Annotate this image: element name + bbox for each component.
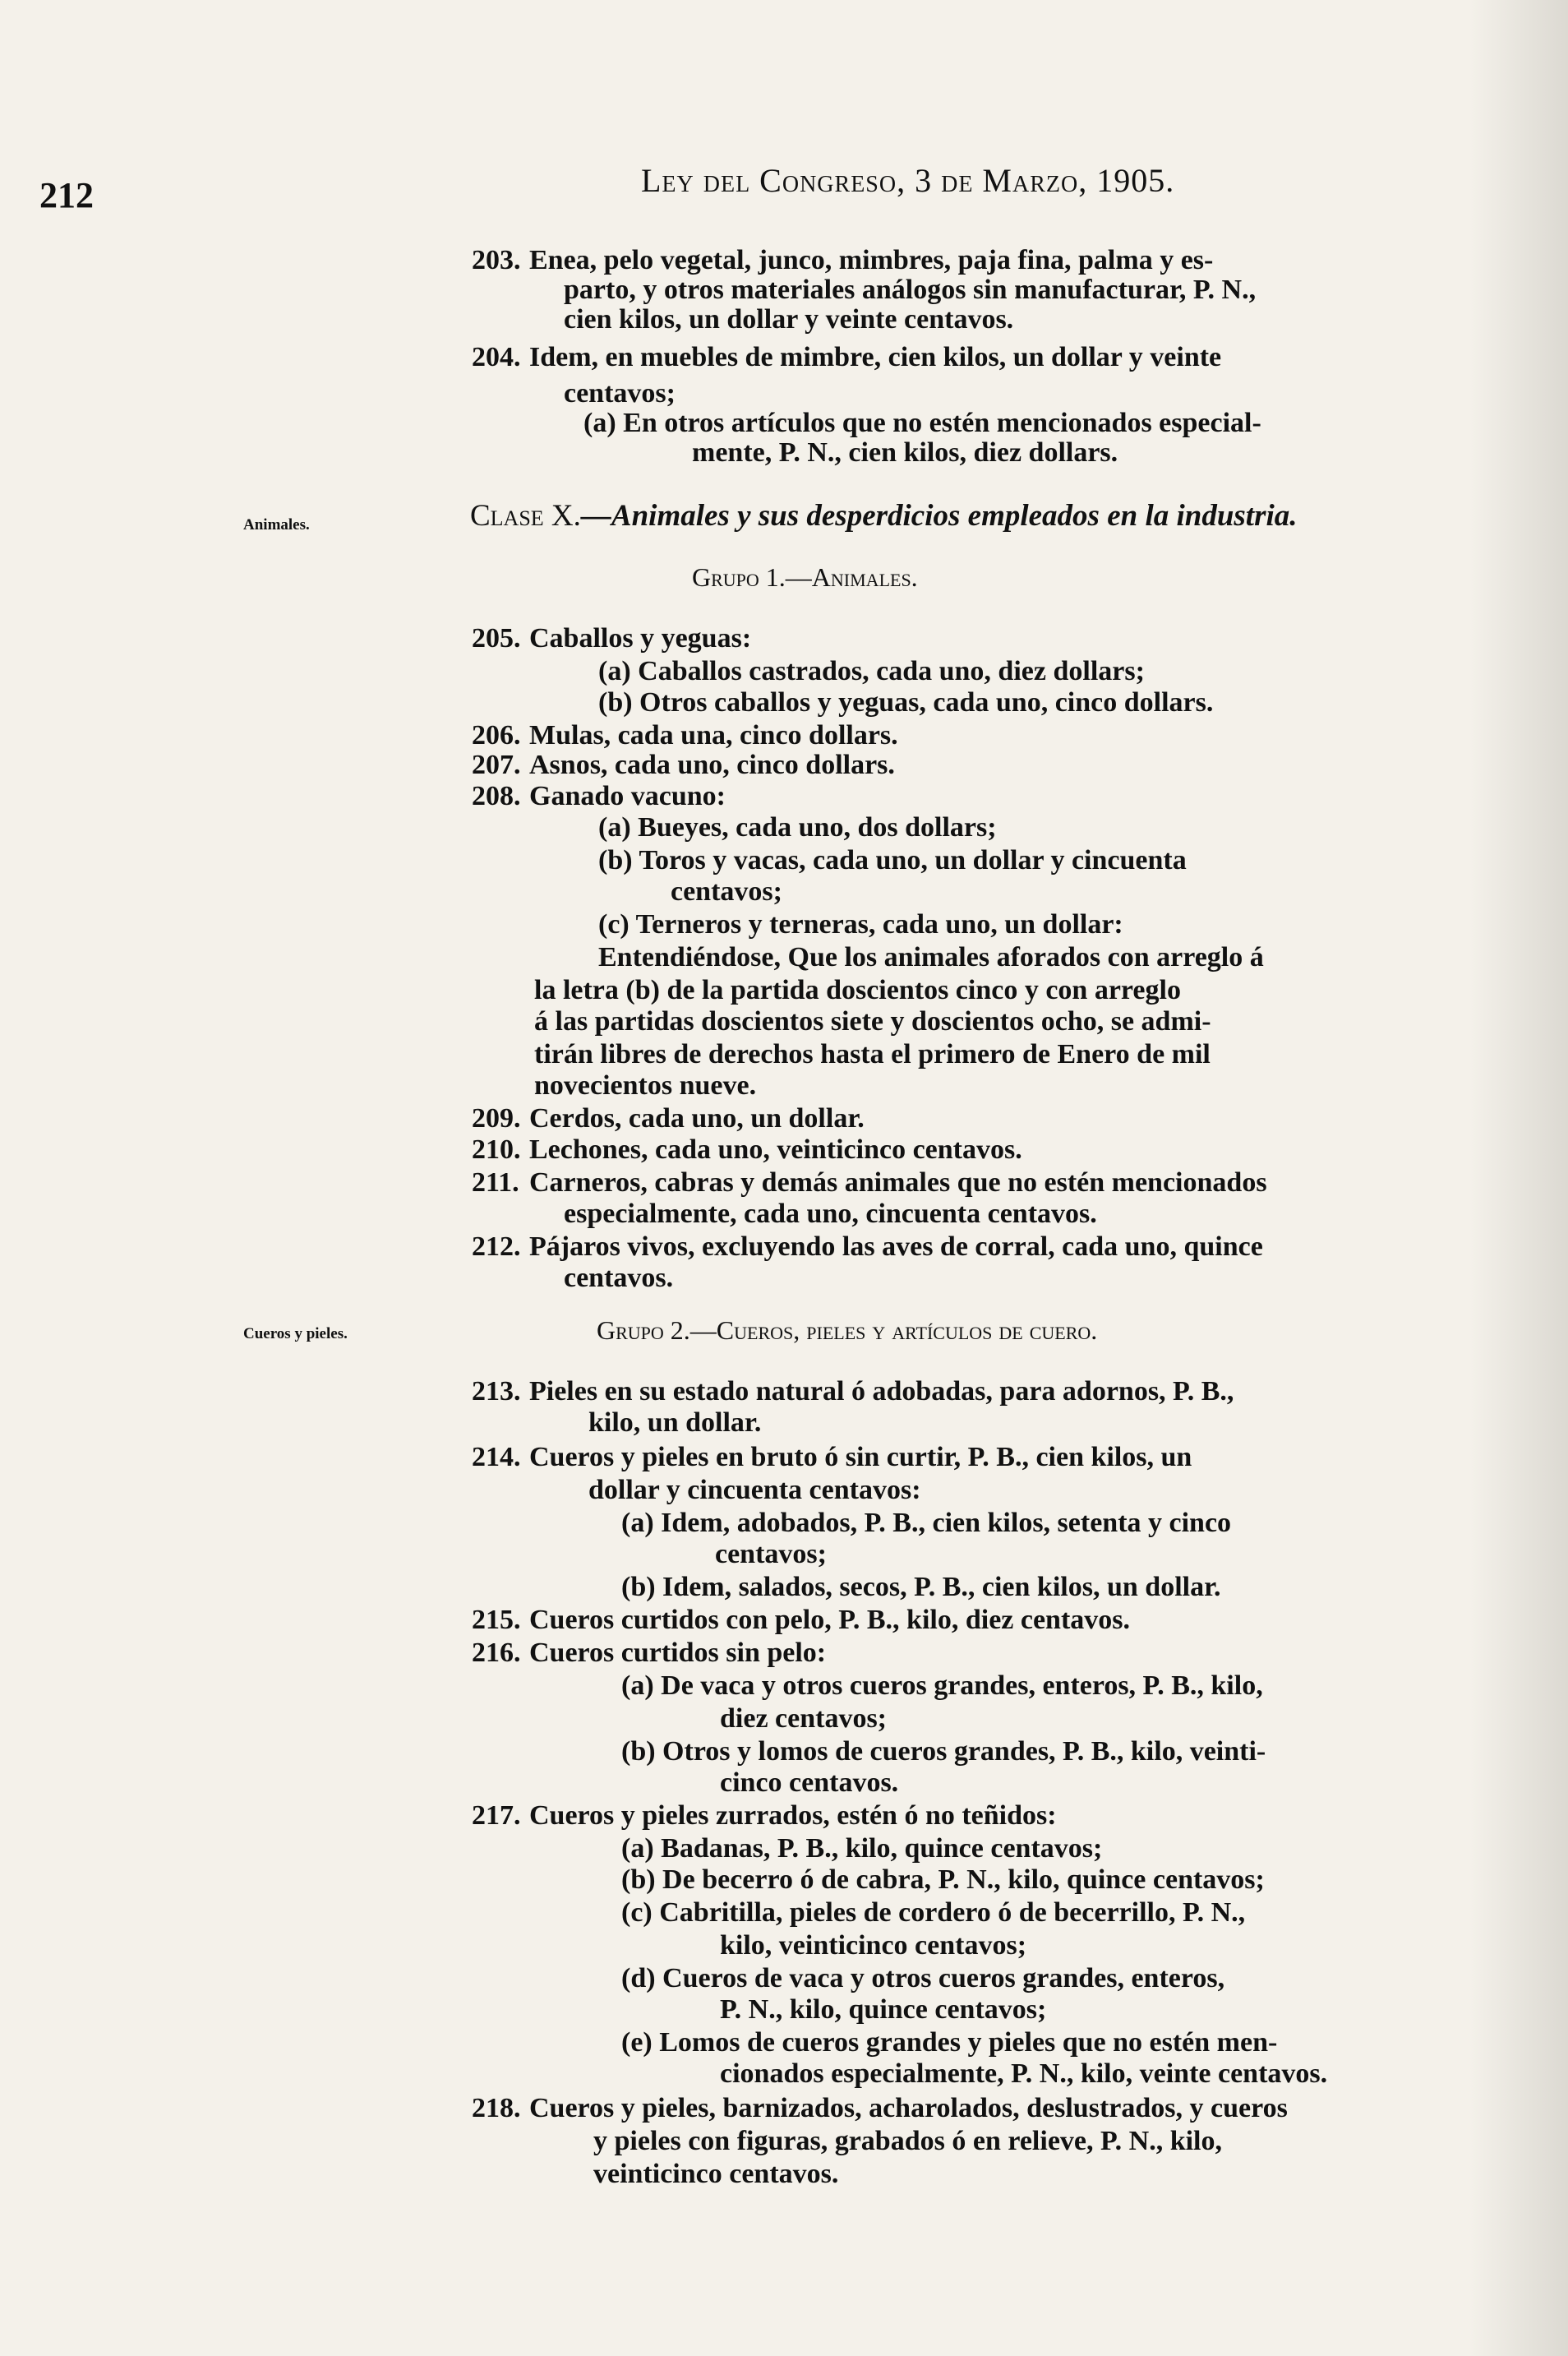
line-text: Cueros curtidos con pelo, P. B., kilo, diez centavos. <box>529 1605 1131 1635</box>
text-line <box>593 2127 1432 2155</box>
text-line <box>593 2160 906 2188</box>
line-text: P. N., kilo, quince centavos; <box>720 1994 1047 2025</box>
line-text: Lechones, cada uno, veinticinco centavos. <box>529 1134 1022 1165</box>
text-line <box>564 306 1040 334</box>
text-line <box>715 1541 879 1568</box>
text-line <box>720 2060 1427 2088</box>
line-text: cinco centavos. <box>720 1767 899 1798</box>
item-number: 216. <box>472 1638 521 1668</box>
text-line <box>621 1965 1427 1993</box>
text-line <box>621 2029 1427 2057</box>
line-text: (a) Bueyes, cada uno, dos dollars; <box>598 812 997 843</box>
text-line <box>564 1200 1205 1228</box>
text-line <box>598 944 1420 972</box>
line-text: centavos; <box>715 1539 827 1569</box>
grupo1-label: Grupo 1. <box>692 562 786 592</box>
line-text: (a) Idem, adobados, P. B., cien kilos, setenta y cinco <box>621 1508 1232 1538</box>
line-text: (a) De vaca y otros cueros grandes, enteros, P. B., kilo, <box>621 1670 1263 1701</box>
line-text: Cueros curtidos sin pelo: <box>529 1638 827 1668</box>
line-text: Ganado vacuno: <box>529 781 726 811</box>
text-line <box>621 1672 1410 1700</box>
line-text: Caballos y yeguas: <box>529 623 752 654</box>
text-line <box>720 1996 1114 2024</box>
text-line <box>621 1509 1410 1537</box>
text-line <box>564 380 712 408</box>
text-line <box>588 1409 884 1437</box>
grupo1-heading <box>692 562 918 593</box>
text-line <box>472 344 1409 372</box>
line-text: cien kilos, un dollar y veinte centavos. <box>564 304 1014 335</box>
grupo2-label: Grupo 2. <box>597 1315 690 1345</box>
line-text: (e) Lomos de cueros grandes y pieles que no estén men- <box>621 2027 1278 2058</box>
line-text: centavos. <box>564 1263 674 1293</box>
clase-title: —Animales y sus desperdicios empleados en la industria. <box>580 499 1298 533</box>
line-text: tirán libres de derechos hasta el primero de Enero de mil <box>534 1039 1211 1069</box>
text-line <box>534 1041 1414 1069</box>
text-line <box>472 1639 915 1667</box>
text-line <box>621 1835 1213 1863</box>
line-text: Cueros y pieles zurrados, estén ó no teñidos: <box>529 1800 1057 1831</box>
text-line <box>564 1264 728 1292</box>
line-text: parto, y otros materiales análogos sin manufacturar, P. N., <box>564 275 1257 305</box>
line-text: Idem, en muebles de mimbre, cien kilos, un dollar y veinte <box>529 342 1222 372</box>
line-text: (b) Otros y lomos de cueros grandes, P. B., kilo, veinti- <box>621 1736 1266 1767</box>
text-line <box>472 1606 1261 1634</box>
line-text: Entendiéndose, Que los animales aforados con arreglo á <box>598 942 1264 972</box>
line-text: kilo, un dollar. <box>588 1407 762 1438</box>
text-line <box>583 409 1414 437</box>
line-text: (b) Idem, salados, secos, P. B., cien kilos, un dollar. <box>621 1572 1221 1602</box>
item-number: 203. <box>472 245 521 275</box>
line-text: mente, P. N., cien kilos, diez dollars. <box>692 437 1118 468</box>
text-line <box>472 1802 1162 1830</box>
text-line <box>472 783 800 811</box>
item-number: 217. <box>472 1800 521 1831</box>
text-line <box>472 751 915 779</box>
text-line <box>472 1169 1409 1197</box>
item-number: 208. <box>472 781 521 811</box>
grupo2-heading <box>597 1315 1097 1346</box>
text-line <box>534 977 1414 1005</box>
text-line <box>534 1072 805 1100</box>
item-number: 209. <box>472 1103 521 1134</box>
item-number: 215. <box>472 1605 521 1635</box>
text-line <box>472 1444 1409 1471</box>
line-text: Mulas, cada una, cinco dollars. <box>529 720 898 751</box>
item-number: 210. <box>472 1134 521 1165</box>
page-edge-shadow <box>1469 0 1568 2356</box>
text-line <box>472 625 998 653</box>
margin-note-cueros: Cueros y pieles. <box>243 1325 348 1342</box>
line-text: centavos; <box>671 876 782 907</box>
line-text: (a) Caballos castrados, cada uno, diez dollars; <box>598 656 1145 686</box>
item-number: 205. <box>472 623 521 654</box>
item-number: 218. <box>472 2093 521 2123</box>
line-text: (a) Badanas, P. B., kilo, quince centavos; <box>621 1833 1103 1864</box>
text-line <box>472 1233 1409 1261</box>
line-text: Cueros y pieles, barnizados, acharolados, deslustrados, y cueros <box>529 2093 1288 2123</box>
text-line <box>720 1932 1081 1960</box>
line-text: kilo, veinticinco centavos; <box>720 1930 1027 1961</box>
line-text: novecientos nueve. <box>534 1070 757 1101</box>
text-line <box>598 814 1108 842</box>
line-text: (b) Toros y vacas, cada uno, un dollar y cincuenta <box>598 845 1187 875</box>
line-text: dollar y cincuenta centavos: <box>588 1475 921 1505</box>
line-text: Enea, pelo vegetal, junco, mimbres, paja fina, palma y es- <box>529 245 1214 275</box>
line-text: veinticinco centavos. <box>593 2159 839 2189</box>
line-text: Pájaros vivos, excluyendo las aves de corral, cada uno, quince <box>529 1231 1263 1262</box>
item-number: 207. <box>472 750 521 780</box>
text-line <box>598 911 1272 939</box>
text-line <box>671 878 835 906</box>
line-text: la letra (b) de la partida doscientos cinco y con arreglo <box>534 975 1181 1005</box>
line-text: Pieles en su estado natural ó adobadas, para adornos, P. B., <box>529 1376 1234 1407</box>
text-line <box>598 847 1404 875</box>
text-line <box>472 2095 1425 2123</box>
grupo1-title: —Animales. <box>785 562 918 592</box>
line-text: y pieles con figuras, grabados ó en relieve, P. N., kilo, <box>593 2126 1222 2156</box>
line-text: Asnos, cada uno, cinco dollars. <box>529 750 895 780</box>
clase-heading <box>470 498 1298 534</box>
line-text: centavos; <box>564 378 676 409</box>
text-line <box>621 1573 1361 1601</box>
grupo2-title: —Cueros, pieles y artículos de cuero. <box>689 1315 1098 1345</box>
line-text: (b) Otros caballos y yeguas, cada uno, cinco dollars. <box>598 687 1214 718</box>
text-line <box>621 1899 1427 1927</box>
text-line <box>472 1378 1409 1406</box>
text-line <box>472 1105 932 1133</box>
text-line <box>598 658 1272 686</box>
item-number: 213. <box>472 1376 521 1407</box>
item-number: 206. <box>472 720 521 751</box>
item-number: 212. <box>472 1231 521 1262</box>
line-text: (c) Terneros y terneras, cada uno, un dollar: <box>598 909 1123 940</box>
running-head: Ley del Congreso, 3 de Marzo, 1905. <box>641 162 1175 199</box>
text-line <box>472 1136 1080 1164</box>
item-number: 214. <box>472 1442 521 1472</box>
line-text: á las partidas doscientos siete y doscientos ocho, se admi- <box>534 1006 1211 1037</box>
margin-note-animales: Animales. <box>243 516 310 534</box>
text-line <box>598 689 1338 717</box>
text-line <box>588 1476 1049 1504</box>
text-line <box>720 1705 999 1733</box>
text-line <box>564 276 1418 304</box>
text-line <box>720 1769 950 1797</box>
line-text: diez centavos; <box>720 1703 888 1734</box>
text-line <box>472 247 1409 275</box>
text-line <box>692 439 1251 467</box>
line-text: (a) En otros artículos que no estén mencionados especial- <box>583 408 1261 438</box>
line-text: Carneros, cabras y demás animales que no estén mencionados <box>529 1167 1267 1198</box>
line-text: (d) Cueros de vaca y otros cueros grandes, enteros, <box>621 1963 1225 1993</box>
page-number: 212 <box>39 175 94 215</box>
text-line <box>472 722 915 750</box>
item-number: 211. <box>472 1167 519 1198</box>
line-text: Cueros y pieles en bruto ó sin curtir, P. B., cien kilos, un <box>529 1442 1192 1472</box>
clase-label: Clase X. <box>470 499 581 533</box>
line-text: (b) De becerro ó de cabra, P. N., kilo, quince centavos; <box>621 1864 1265 1895</box>
item-number: 204. <box>472 342 521 372</box>
line-text: especialmente, cada uno, cincuenta centavos. <box>564 1199 1097 1229</box>
text-line <box>621 1866 1427 1894</box>
text-line <box>534 1008 1414 1036</box>
text-line <box>621 1738 1410 1766</box>
line-text: cionados especialmente, P. N., kilo, veinte centavos. <box>720 2058 1328 2089</box>
line-text: Cerdos, cada uno, un dollar. <box>529 1103 865 1134</box>
line-text: (c) Cabritilla, pieles de cordero ó de becerrillo, P. N., <box>621 1897 1246 1928</box>
